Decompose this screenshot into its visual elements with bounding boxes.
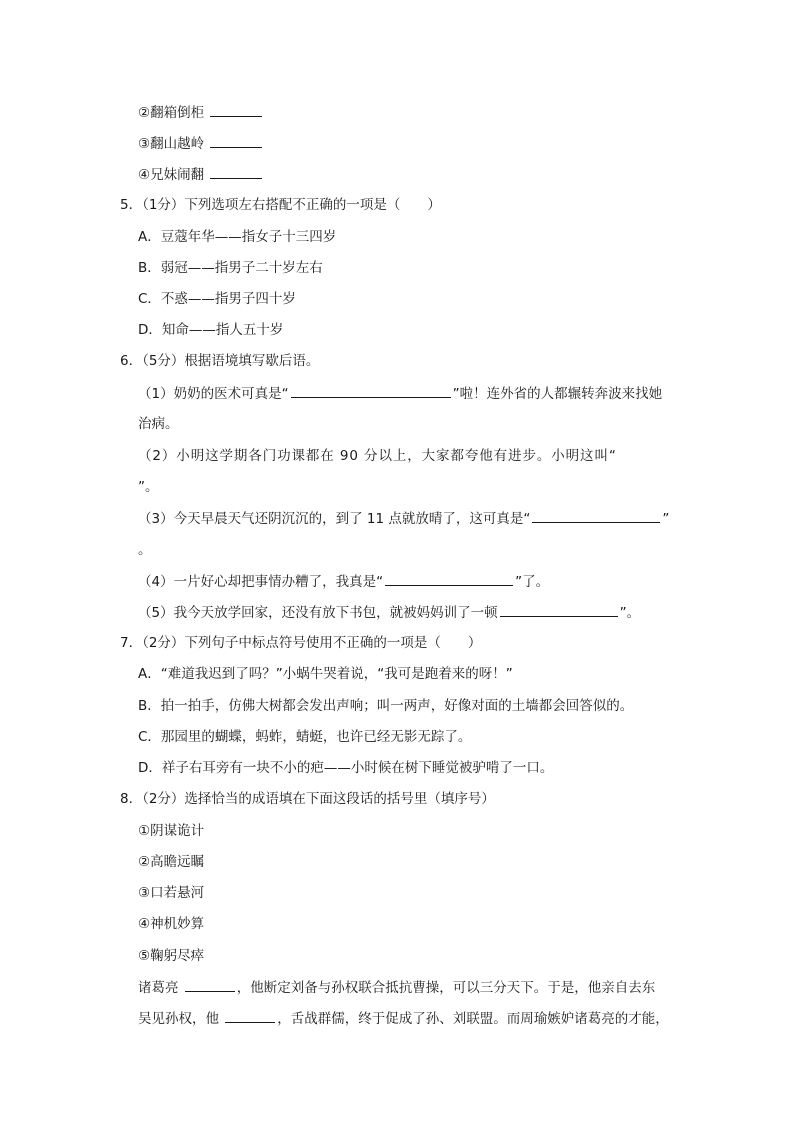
answer-blank[interactable]	[210, 102, 262, 117]
answer-blank[interactable]	[500, 602, 618, 617]
q6-s3-pre: （3）今天早晨天气还阴沉沉的，到了 11 点就放晴了，这可真是“	[138, 511, 531, 527]
q4-item-4	[138, 164, 264, 184]
q4-item-3	[138, 133, 264, 153]
q6-s1-continued: 治病。	[138, 416, 179, 432]
q7-option-d[interactable]: D．祥子右耳旁有一块不小的疤——小时候在树下睡觉被驴啃了一口。	[138, 760, 554, 776]
answer-blank[interactable]	[210, 133, 262, 148]
q7-option-a[interactable]: A．“难道我迟到了吗？”小蜗牛哭着说，“我可是跑着来的呀！”	[138, 666, 513, 682]
q4-item-2-text: ②翻箱倒柜	[138, 105, 205, 121]
q8-idiom-1: ①阴谋诡计	[138, 823, 205, 839]
q8-paragraph-line-1	[138, 977, 655, 997]
q6-sentence-1	[138, 383, 662, 403]
q6-sentence-5	[138, 602, 640, 622]
answer-blank[interactable]	[385, 571, 513, 586]
q6-s5-post: ”。	[619, 605, 641, 621]
q7-stem: 7．（2分）下列句子中标点符号使用不正确的一项是（ ）	[120, 635, 482, 651]
answer-blank[interactable]	[210, 164, 262, 179]
q6-stem: 6．（5分）根据语境填写歇后语。	[120, 353, 320, 369]
q5-option-c[interactable]: C．不惑——指男子四十岁	[138, 291, 296, 307]
answer-blank[interactable]	[291, 383, 451, 398]
q8-stem: 8．（2分）选择恰当的成语填在下面这段话的括号里（填序号）	[120, 791, 495, 807]
q6-s2-continued: ”。	[138, 479, 159, 495]
q5-option-a[interactable]: A．豆蔻年华——指女子十三四岁	[138, 229, 337, 245]
q4-item-2	[138, 102, 264, 122]
q6-s1-pre: （1）奶奶的医术可真是“	[138, 386, 289, 402]
q5-option-d[interactable]: D．知命——指人五十岁	[138, 322, 284, 338]
q8-p1-pre: 诸葛亮	[138, 980, 179, 996]
q6-s3-post: ”	[662, 511, 670, 527]
q6-s4-pre: （4）一片好心却把事情办糟了，我真是“	[138, 574, 384, 590]
answer-blank[interactable]	[225, 1008, 275, 1023]
answer-blank[interactable]	[185, 977, 235, 992]
q8-idiom-3: ③口若悬河	[138, 885, 205, 901]
q6-sentence-3	[138, 508, 669, 528]
q6-sentence-2: （2）小明这学期各门功课都在 90 分以上，大家都夸他有进步。小明这叫“	[138, 448, 617, 464]
q6-s5-pre: （5）我今天放学回家，还没有放下书包，就被妈妈训了一顿	[138, 605, 498, 621]
q8-paragraph-line-2	[138, 1008, 669, 1028]
q4-item-3-text: ③翻山越岭	[138, 136, 205, 152]
q6-s4-post: ”了。	[515, 574, 550, 590]
q6-s1-post: ”啦！连外省的人都辗转奔波来找她	[452, 386, 663, 402]
q8-p2-post: ，舌战群儒，终于促成了孙、刘联盟。而周瑜嫉妒诸葛亮的才能，	[277, 1011, 669, 1027]
q6-sentence-4	[138, 571, 549, 591]
q7-option-b[interactable]: B．拍一拍手，仿佛大树都会发出声响；叫一两声，好像对面的土墙都会回答似的。	[138, 698, 634, 714]
q8-p2-pre: 吴见孙权，他	[138, 1011, 219, 1027]
q7-option-c[interactable]: C．那园里的蝴蝶，蚂蚱，蜻蜓，也许已经无影无踪了。	[138, 729, 472, 745]
answer-blank[interactable]	[532, 508, 660, 523]
q8-idiom-2: ②高瞻远瞩	[138, 854, 205, 870]
q6-s3-continued: 。	[138, 542, 152, 558]
q5-option-b[interactable]: B．弱冠——指男子二十岁左右	[138, 260, 323, 276]
q8-idiom-4: ④神机妙算	[138, 916, 205, 932]
q4-item-4-text: ④兄妹闹翻	[138, 167, 205, 183]
q8-idiom-5: ⑤鞠躬尽瘁	[138, 948, 205, 964]
q8-p1-post: ，他断定刘备与孙权联合抵抗曹操，可以三分天下。于是，他亲自去东	[236, 980, 656, 996]
q5-stem: 5．（1分）下列选项左右搭配不正确的一项是（ ）	[120, 197, 441, 213]
